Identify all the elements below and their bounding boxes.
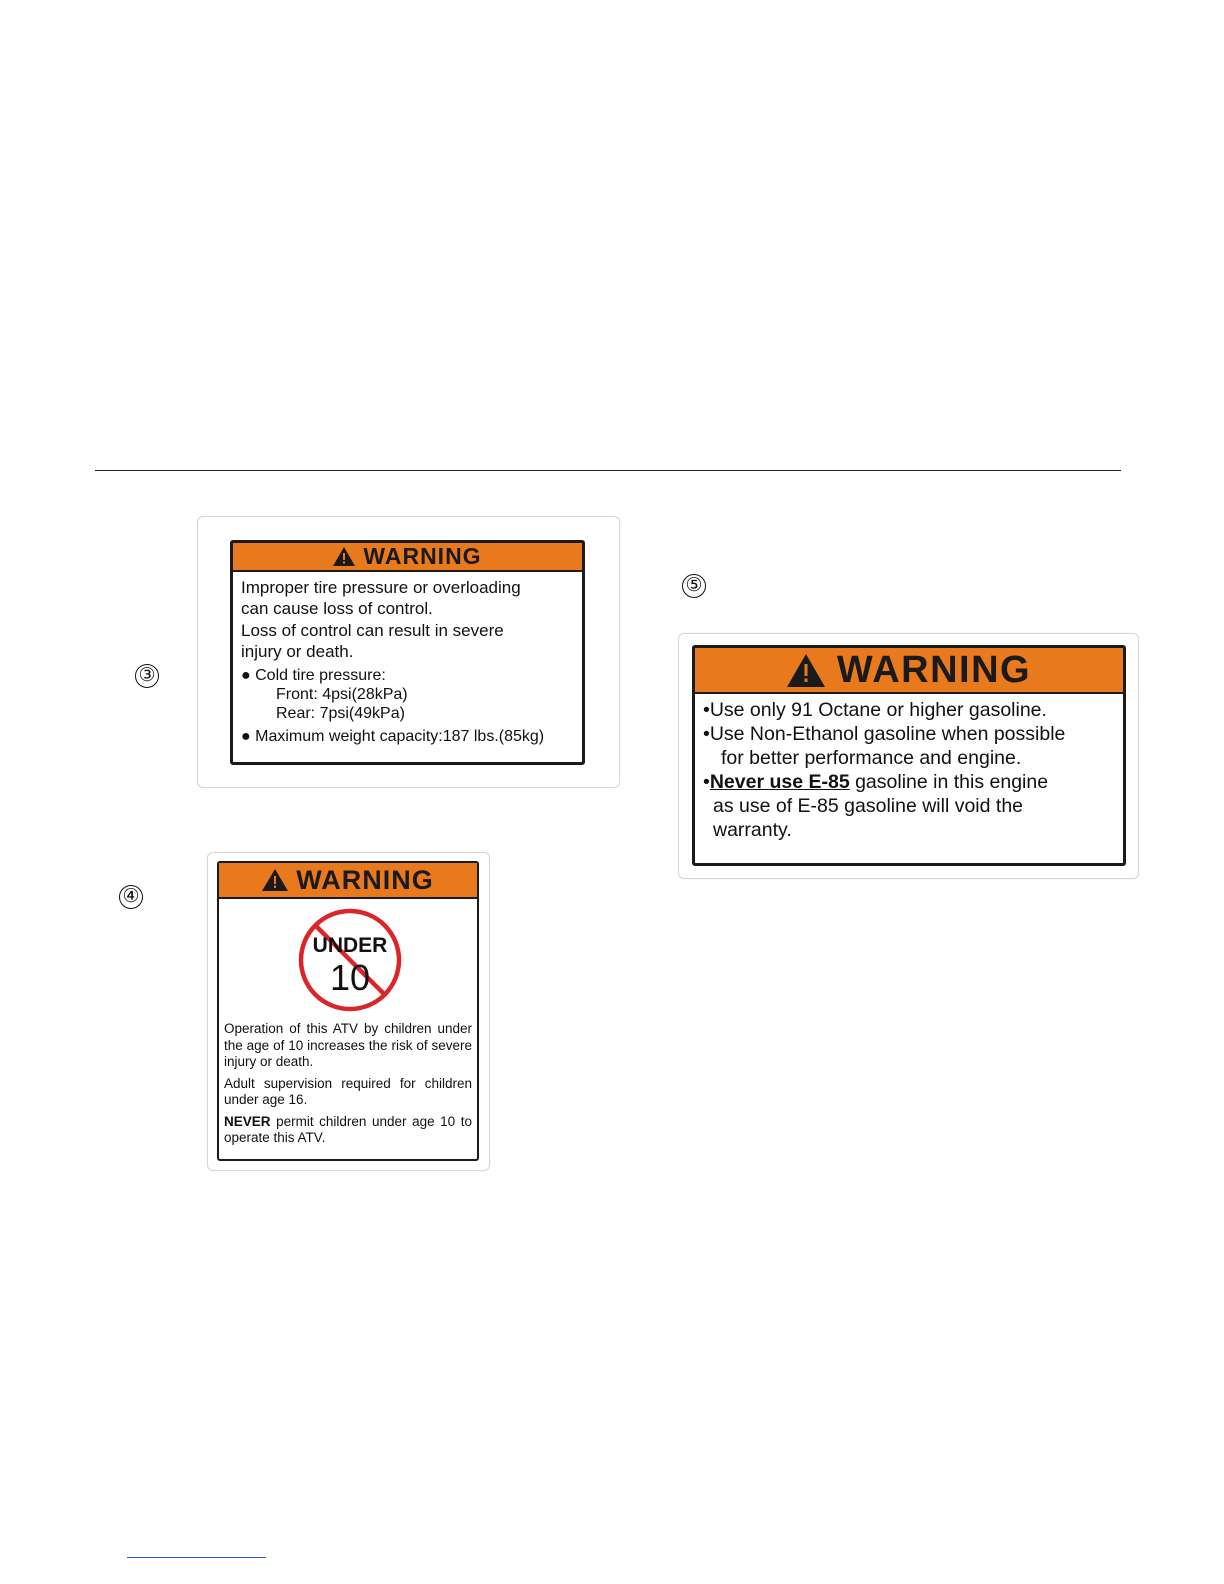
bullet-mark: • xyxy=(703,771,710,793)
symbol-text-under: UNDER xyxy=(312,934,388,957)
warning-triangle-icon xyxy=(333,547,355,566)
label-3-body xyxy=(233,572,582,752)
never-e85-emphasis: Never use E-85 xyxy=(709,771,850,793)
label-4-body xyxy=(219,1021,477,1147)
label-bullet: ● Maximum weight capacity:187 lbs.(85kg) xyxy=(241,728,545,745)
label-4-card xyxy=(207,852,490,1171)
warning-header xyxy=(219,863,477,899)
label-text: can cause loss of control. xyxy=(241,598,433,618)
label-text: gasoline in this engine xyxy=(849,771,1049,793)
label-5-card xyxy=(678,633,1139,879)
label-5-body xyxy=(695,694,1123,846)
warning-title: WARNING xyxy=(296,864,434,895)
warning-label-age xyxy=(217,861,479,1161)
section-divider xyxy=(95,470,1121,471)
label-text xyxy=(224,1114,472,1147)
warning-title: WARNING xyxy=(363,543,482,569)
warning-label-fuel xyxy=(692,645,1126,866)
warning-triangle-icon xyxy=(262,869,288,891)
label-bullet: •Use only 91 Octane or higher gasoline. xyxy=(703,699,1047,721)
warning-title: WARNING xyxy=(836,648,1032,691)
label-bullet: ● Cold tire pressure: xyxy=(241,667,386,684)
marker-3: ③ xyxy=(135,664,159,688)
warning-header xyxy=(233,543,582,572)
label-text: permit children under age 10 to operate this ATV. xyxy=(224,1113,472,1145)
label-bullet xyxy=(703,770,1115,794)
footer-link-underline xyxy=(127,1557,266,1558)
label-text: Loss of control can result in severe xyxy=(241,621,504,640)
warning-header xyxy=(695,648,1123,694)
marker-5: ⑤ xyxy=(682,574,706,598)
label-text: Rear: 7psi(49kPa) xyxy=(276,705,405,722)
symbol-text-age: 10 xyxy=(329,957,371,998)
label-text: injury or death. xyxy=(241,641,354,661)
label-text: Adult supervision required for children under age 16. xyxy=(224,1075,472,1107)
label-text: warranty. xyxy=(713,819,792,841)
never-emphasis: NEVER xyxy=(224,1113,271,1129)
label-bullet: •Use Non-Ethanol gasoline when possible xyxy=(703,723,1066,745)
marker-4: ④ xyxy=(119,885,143,909)
label-text: for better performance and engine. xyxy=(721,747,1022,769)
label-3-card xyxy=(197,516,620,788)
label-text: Operation of this ATV by children under the age of 10 increases the risk of severe injury or death. xyxy=(224,1021,472,1069)
warning-label-tire-pressure xyxy=(230,540,585,765)
no-children-symbol xyxy=(219,899,477,1021)
label-text: Improper tire pressure or overloading xyxy=(241,578,521,597)
label-text: Front: 4psi(28kPa) xyxy=(276,686,408,703)
label-text: as use of E-85 gasoline will void the xyxy=(713,795,1024,817)
warning-triangle-icon xyxy=(787,654,825,687)
